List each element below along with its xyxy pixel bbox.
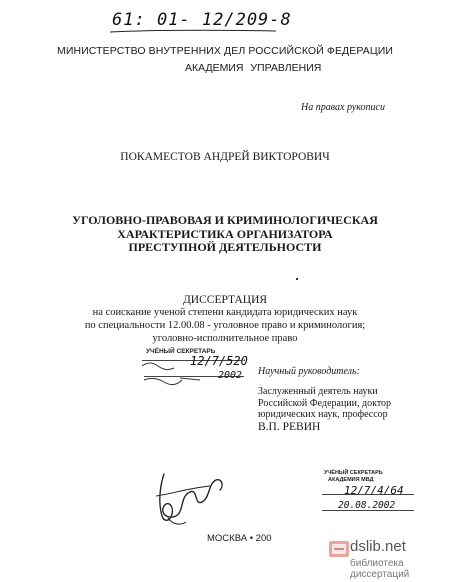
dslib-watermark xyxy=(300,534,450,582)
handwritten-signature xyxy=(150,466,230,528)
speck xyxy=(296,278,298,280)
secretary-stamp-left xyxy=(140,348,252,388)
title-line: УГОЛОВНО-ПРАВОВАЯ И КРИМИНОЛОГИЧЕСКАЯ xyxy=(72,213,378,227)
stamp-handwritten-year: 2002 xyxy=(218,370,243,381)
secretary-stamp-right xyxy=(322,470,417,514)
advisor-credentials-line: Российской Федерации, доктор xyxy=(258,397,392,409)
stamp-title: УЧЁНЫЙ СЕКРЕТАРЬ xyxy=(146,348,216,355)
dissertation-title xyxy=(0,214,450,255)
stamp-handwritten-date: 20.08.2002 xyxy=(338,500,396,511)
degree-line: уголовно-исполнительное право xyxy=(152,333,298,344)
advisor-label: Научный руководитель: xyxy=(258,366,360,377)
degree-line: на соискание ученой степени кандидата юридических наук xyxy=(92,307,358,318)
advisor-credentials-line: Заслуженный деятель науки xyxy=(258,386,378,397)
stamp-handwritten-number: 12/7/520 xyxy=(190,354,248,368)
handwritten-underline xyxy=(108,28,278,34)
degree-line: по специальности 12.00.08 - уголовное право и криминология; xyxy=(84,320,366,331)
advisor-credentials-line: юридических наук, профессор xyxy=(258,409,388,420)
stamp-title: УЧЁНЫЙ СЕКРЕТАРЬ xyxy=(324,470,383,476)
manuscript-rights-note: На правах рукописи xyxy=(301,102,385,113)
dissertation-heading: ДИССЕРТАЦИЯ xyxy=(182,294,268,306)
title-line: ХАРАКТЕРИСТИКА ОРГАНИЗАТОРА xyxy=(117,226,333,241)
watermark-subtitle: библиотека диссертаций xyxy=(350,558,410,580)
title-line: ПРЕСТУПНОЙ ДЕЯТЕЛЬНОСТИ xyxy=(128,240,322,254)
academy-name: АКАДЕМИЯ УПРАВЛЕНИЯ xyxy=(185,62,322,74)
advisor-credentials xyxy=(258,386,418,421)
stamp-handwritten-number: 12/7/4/64 xyxy=(344,484,404,497)
author-name: ПОКАМЕСТОВ АНДРЕЙ ВИКТОРОВИЧ xyxy=(120,151,330,163)
watermark-name: dslib.net xyxy=(350,538,406,555)
city-year: МОСКВА • 200 xyxy=(207,533,272,544)
degree-description xyxy=(0,306,450,345)
dslib-logo-icon xyxy=(328,538,350,560)
handwritten-archive-number: 61: 01- 12/209-8 xyxy=(112,10,292,30)
advisor-name: В.П. РЕВИН xyxy=(258,421,321,433)
stamp-subtitle: АКАДЕМИЯ МВД xyxy=(328,477,374,483)
stamp-scribble xyxy=(140,356,252,386)
ministry-name: МИНИСТЕРСТВО ВНУТРЕННИХ ДЕЛ РОССИЙСКОЙ ФЕДЕРАЦИИ xyxy=(56,45,394,57)
